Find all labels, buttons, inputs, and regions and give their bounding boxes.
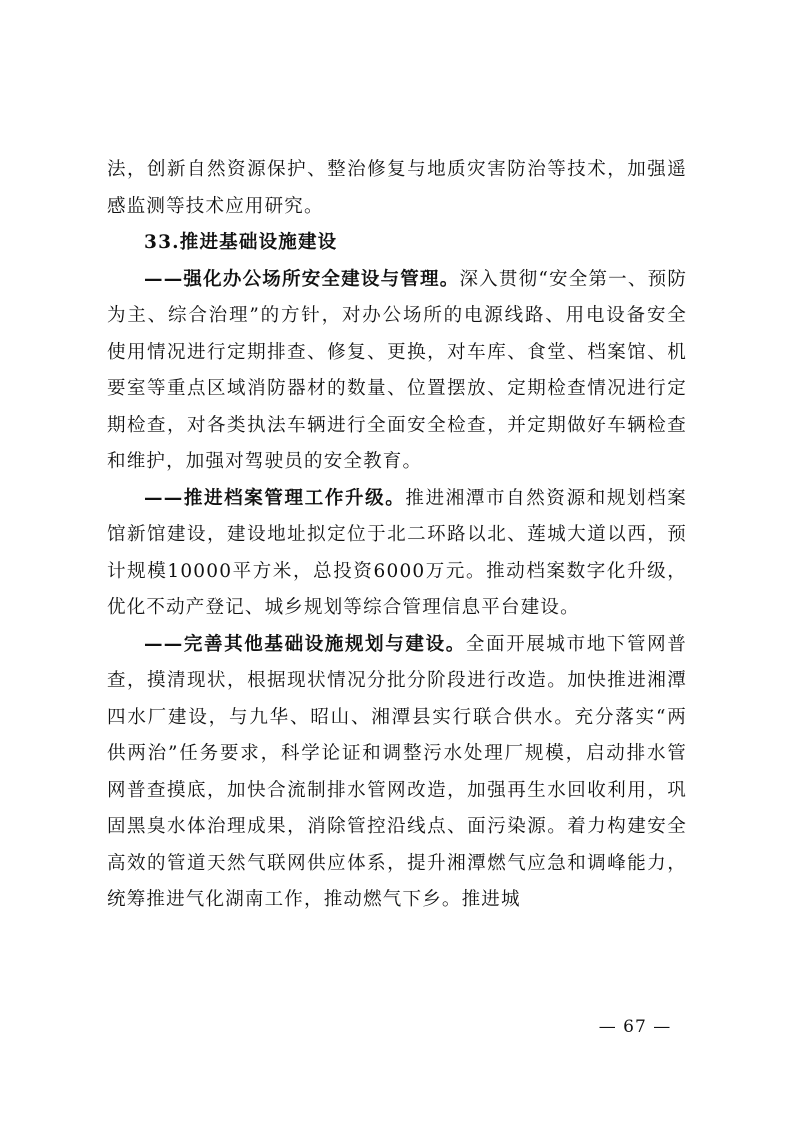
paragraph-text: 全面开展城市地下管网普查，摸清现状，根据现状情况分批分阶段进行改造。加快推进湘潭四水厂建设，与九华、昭山、湘潭县实行联合供水。充分落实“两供两治”任务要求，科学论证和调整污水处理厂规模，启动排水管网普查摸底，加快合流制排水管网改造，加强再生水回收利用，巩固黑臭水体治理成果，消除管控沿线点、面污染源。着力构建安全高效的管道天然气联网供应体系，提升湘潭燃气应急和调峰能力，统筹推进气化湖南工作，推动燃气下乡。推进城 [107,633,687,910]
paragraph-office-safety [107,262,687,481]
paragraph-lead: ——完善其他基础设施规划与建设。 [144,633,466,655]
paragraph-lead: ——推进档案管理工作升级。 [144,487,406,509]
paragraph-continuation [107,152,687,225]
document-body [107,152,687,919]
paragraph-text: 推进湘潭市自然资源和规划档案馆新馆建设，建设地址拟定位于北二环路以北、莲城大道以西，预计规模10000平方米，总投资6000万元。推动档案数字化升级，优化不动产登记、城乡规划等综合管理信息平台建设。 [107,487,687,618]
paragraph-lead: ——强化办公场所安全建设与管理。 [144,268,460,290]
paragraph-text: 法，创新自然资源保护、整治修复与地质灾害防治等技术，加强遥感监测等技术应用研究。 [107,159,687,217]
section-heading [107,225,687,262]
page-number: — 67 — [598,1017,672,1037]
paragraph-text: 深入贯彻“安全第一、预防为主、综合治理”的方针，对办公场所的电源线路、用电设备安全使用情况进行定期排查、修复、更换，对车库、食堂、档案馆、机要室等重点区域消防器材的数量、位置摆放、定期检查情况进行定期检查，对各类执法车辆进行全面安全检查，并定期做好车辆检查和维护，加强对驾驶员的安全教育。 [107,268,688,472]
paragraph-archives [107,481,687,627]
paragraph-infrastructure [107,627,687,919]
section-heading-text: 33.推进基础设施建设 [144,232,338,253]
